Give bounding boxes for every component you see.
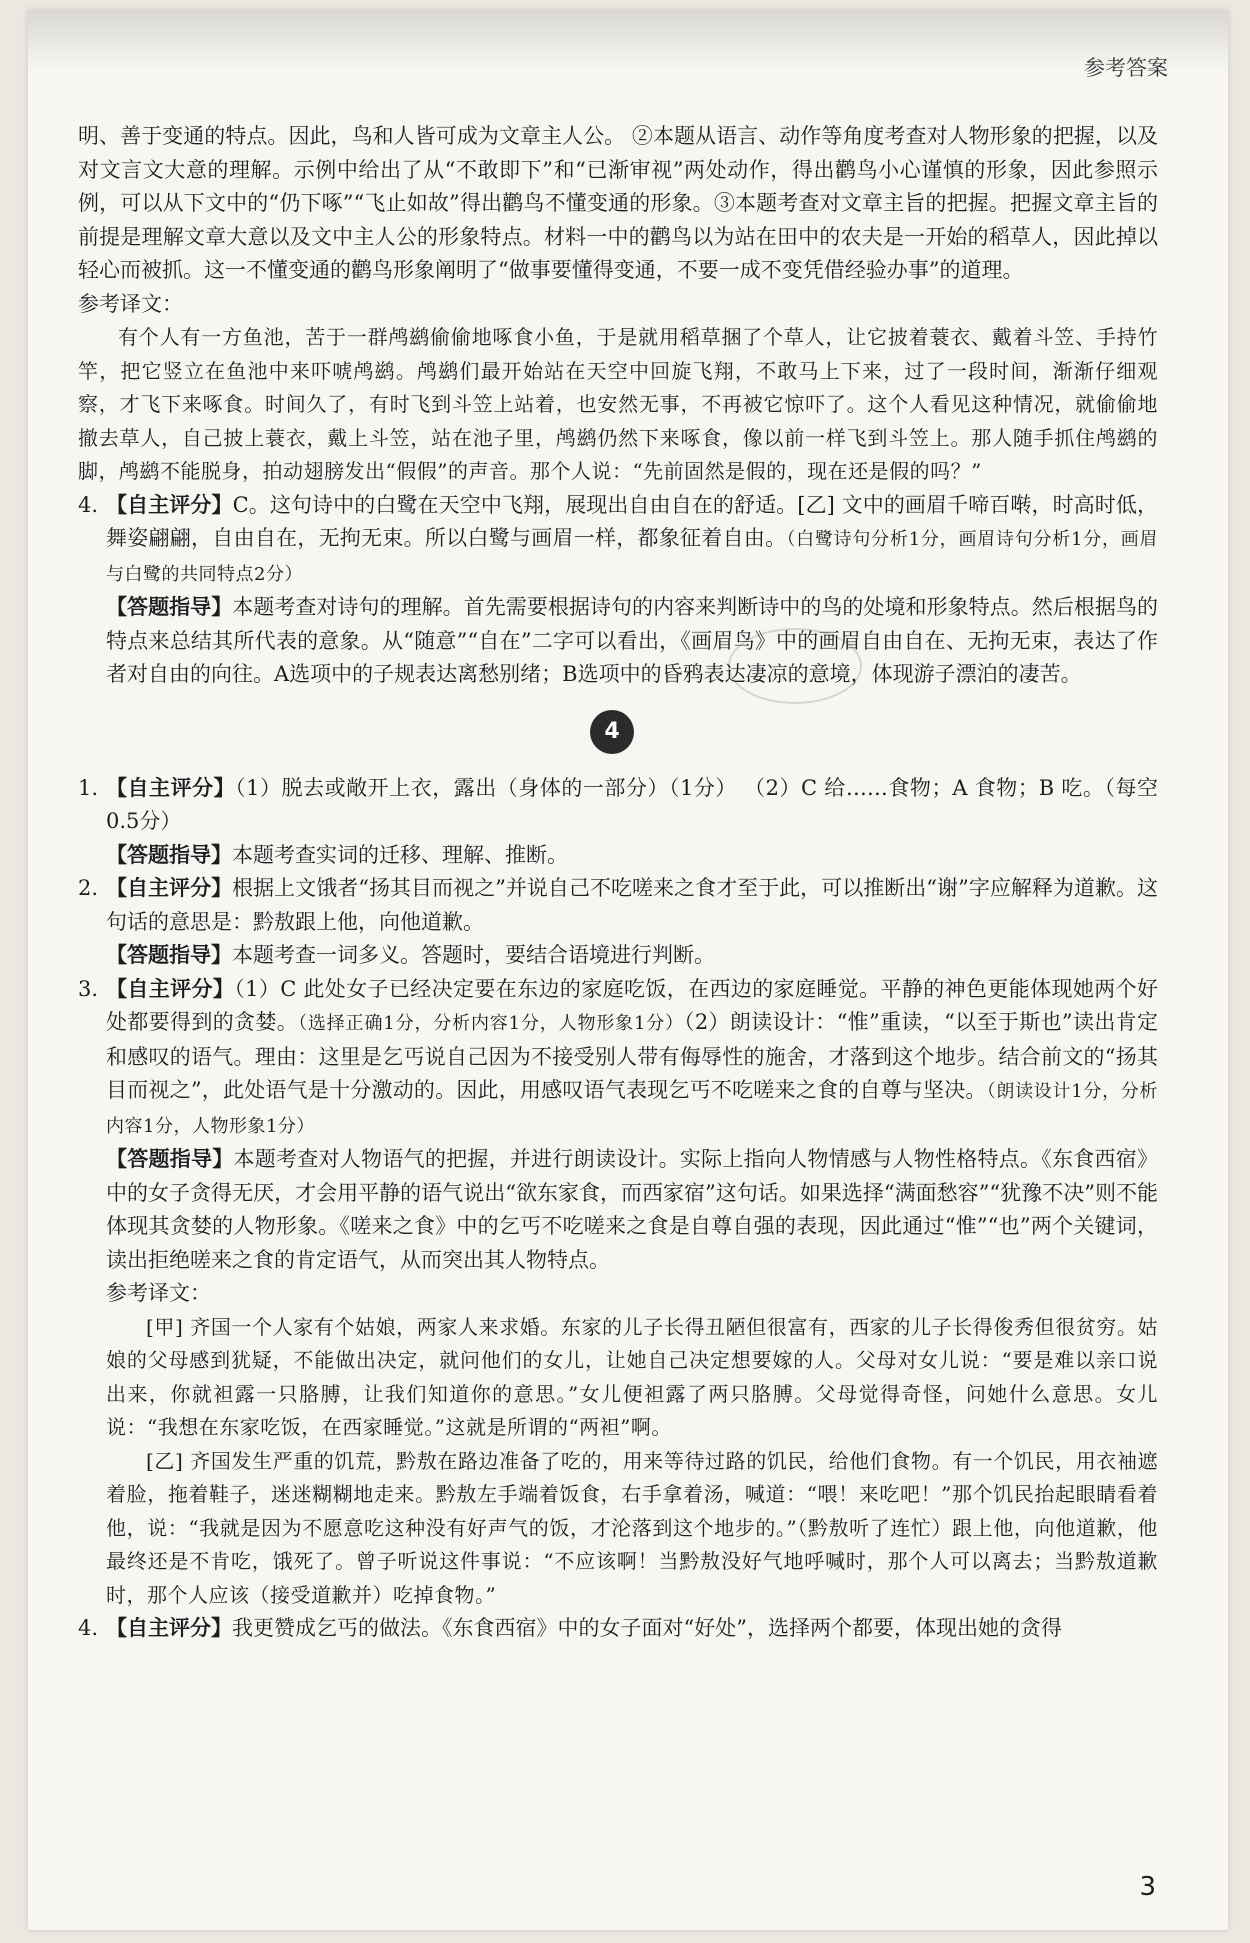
question-number: 1. — [78, 775, 99, 800]
question-number: 2. — [78, 876, 99, 900]
scoring-points-2: （朗读设计1分，分析内容1分，人物形象1分） — [106, 1081, 1159, 1137]
scoring-text: 根据上文饿者“扬其目而视之”并说自己不吃嗟来之食才至于此，可以推断出“谢”字应解释为道歉。这句话的意思是：黔敖跟上他，向他道歉。 — [106, 876, 1158, 934]
question-number: 3. — [78, 976, 99, 1001]
page — [28, 10, 1228, 1930]
guidance-text: 本题考查对诗句的理解。首先需要根据诗句的内容来判断诗中的鸟的处境和形象特点。然后根据鸟的特点来总结其所代表的意象。从“随意”“自在”二字可以看出，《画眉鸟》中的画眉自由自在、无拘无束，表达了作者对自由的向往。A选项中的子规表达离愁别绪；B选项中的昏鸦表达凄凉的意境，体现游子漂泊的凄苦。 — [106, 595, 1159, 686]
question-4 — [78, 1612, 1158, 1646]
guidance-tag: 【答题指导】 — [106, 943, 232, 967]
scoring-tag: 【自主评分】 — [106, 775, 236, 800]
translation-jia: [甲] 齐国一个人家有个姑娘，两家人来求婚。东家的儿子长得丑陋但很富有，西家的儿子长得俊秀但很贫穷。姑娘的父母感到犹疑，不能做出决定，就问他们的女儿，让她自己决定想要嫁的人。父母对女儿说：“要是难以亲口说出来，你就袒露一只胳膊，让我们知道你的意思。”女儿便袒露了两只胳膊。父母觉得奇怪，问她什么意思。女儿说：“我想在东家吃饭，在西家睡觉。”这就是所谓的“两袒”啊。 — [106, 1314, 1158, 1439]
section-marker — [78, 710, 1158, 754]
translation-paragraph: 有个人有一方鱼池，苦于一群鸬鹚偷偷地啄食小鱼，于是就用稻草捆了个草人，让它披着蓑衣、戴着斗笠、手持竹竿，把它竖立在鱼池中来吓唬鸬鹚。鸬鹚们最开始站在天空中回旋飞翔，不敢马上下来，过了一段时间，渐渐仔细观察，才飞下来啄食。时间久了，有时飞到斗笠上站着，也安然无事，不再被它惊吓了。这个人看见这种情况，就偷偷地撤去草人，自己披上蓑衣，戴上斗笠，站在池子里，鸬鹚仍然下来啄食，像以前一样飞到斗笠上。那人随手抓住鸬鹚的脚，鸬鹚不能脱身，拍动翅膀发出“假假”的声音。那个人说：“先前固然是假的，现在还是假的吗？” — [78, 325, 1158, 483]
header-title: 参考答案 — [1084, 56, 1168, 80]
scoring-tag: 【自主评分】 — [106, 876, 233, 900]
guidance-tag: 【答题指导】 — [106, 1147, 234, 1171]
guidance-tag: 【答题指导】 — [106, 842, 232, 867]
guidance-tag: 【答题指导】 — [106, 595, 233, 619]
scoring-tag: 【自主评分】 — [106, 1616, 232, 1640]
question-2 — [78, 872, 1158, 973]
ref-label: 参考译文： — [78, 291, 183, 316]
scoring-points: （选择正确1分，分析内容1分，人物形象1分） — [298, 1013, 684, 1034]
scoring-tag: 【自主评分】 — [106, 976, 235, 1001]
translation-yi: [乙] 齐国发生严重的饥荒，黔敖在路边准备了吃的，用来等待过路的饥民，给他们食物。有一个饥民，用衣袖遮着脸，拖着鞋子，迷迷糊糊地走来。黔敖左手端着饭食，右手拿着汤，喊道：“喂！来吃吧！”那个饥民抬起眼睛看着他，说：“我就是因为不愿意吃这种没有好声气的饭，才沦落到这个地步的。”（黔敖听了连忙）跟上他，向他道歉，他最终还是不肯吃，饿死了。曾子听说这件事说：“不应该啊！当黔敖没好气地呼喊时，那个人可以离去；当黔敖道歉时，那个人应该（接受道歉并）吃掉食物。” — [106, 1448, 1158, 1607]
guidance-text: 本题考查实词的迁移、理解、推断。 — [232, 842, 568, 867]
page-top-edge — [28, 10, 1228, 70]
guidance-text: 本题考查一词多义。答题时，要结合语境进行判断。 — [232, 943, 715, 967]
scoring-text: （1）C 此处女子已经决定要在东边的家庭吃饭，在西边的家庭睡觉。平静的神色更能体现她两个好处都要得到的贪婪。 — [106, 976, 1159, 1034]
question-3 — [78, 973, 1158, 1613]
guidance-text: 本题考查对人物语气的把握，并进行朗读设计。实际上指向人物情感与人物性格特点。《东食西宿》中的女子贪得无厌，才会用平静的语气说出“欲东家食，而西家宿”这句话。如果选择“满面愁容”“犹豫不决”则不能体现其贪婪的人物形象。《嗟来之食》中的乞丐不吃嗟来之食是自尊自强的表现，因此通过“惟”“也”两个关键词，读出拒绝嗟来之食的肯定语气，从而突出其人物特点。 — [106, 1147, 1158, 1272]
ref-label: 参考译文： — [106, 1281, 211, 1305]
section-number-badge: 4 — [590, 710, 634, 754]
question-number: 4. — [78, 1616, 99, 1640]
question-number: 4. — [78, 492, 99, 517]
main-content — [78, 120, 1158, 1646]
scoring-text: 我更赞成乞丐的做法。《东食西宿》中的女子面对“好处”，选择两个都要，体现出她的贪得 — [232, 1616, 1062, 1640]
scoring-tag: 【自主评分】 — [106, 492, 233, 517]
scoring-text: C。这句诗中的白鹭在天空中飞翔，展现出自由自在的舒适。[乙] 文中的画眉千啼百啭，时高时低，舞姿翩翩，自由自在，无拘无束。所以白鹭与画眉一样，都象征着自由。 — [106, 492, 1158, 550]
scoring-text-2: （2）朗读设计：“惟”重读，“以至于斯也”读出肯定和感叹的语气。理由：这里是乞丐说自己因为不接受别人带有侮辱性的施舍，才落到这个地步。结合前文的“扬其目而视之”，此处语气是十分激动的。因此，用感叹语气表现乞丐不吃嗟来之食的自尊与坚决。 — [106, 1010, 1159, 1102]
scoring-text: （1）脱去或敞开上衣，露出（身体的一部分）（1分） （2）C 给……食物；A 食物；B 吃。（每空0.5分） — [106, 775, 1159, 833]
page-number: 3 — [1139, 1872, 1156, 1902]
question-1 — [78, 772, 1158, 873]
scoring-points: （白鹭诗句分析1分，画眉诗句分析1分，画眉与白鹭的共同特点2分） — [106, 529, 1159, 585]
question-4a — [78, 489, 1158, 692]
top-paragraph: 明、善于变通的特点。因此，鸟和人皆可成为文章主人公。 ②本题从语言、动作等角度考查对人物形象的把握，以及对文言文大意的理解。示例中给出了从“不敢即下”和“已渐审视”两处动作，得出鹳鸟小心谨慎的形象，因此参照示例，可以从下文中的“仍下啄”“飞止如故”得出鹳鸟不懂变通的形象。③本题考查对文章主旨的把握。把握文章主旨的前提是理解文章大意以及文中主人公的形象特点。材料一中的鹳鸟以为站在田中的农夫是一开始的稻草人，因此掉以轻心而被抓。这一不懂变通的鹳鸟形象阐明了“做事要懂得变通，不要一成不变凭借经验办事”的道理。 — [78, 124, 1158, 282]
